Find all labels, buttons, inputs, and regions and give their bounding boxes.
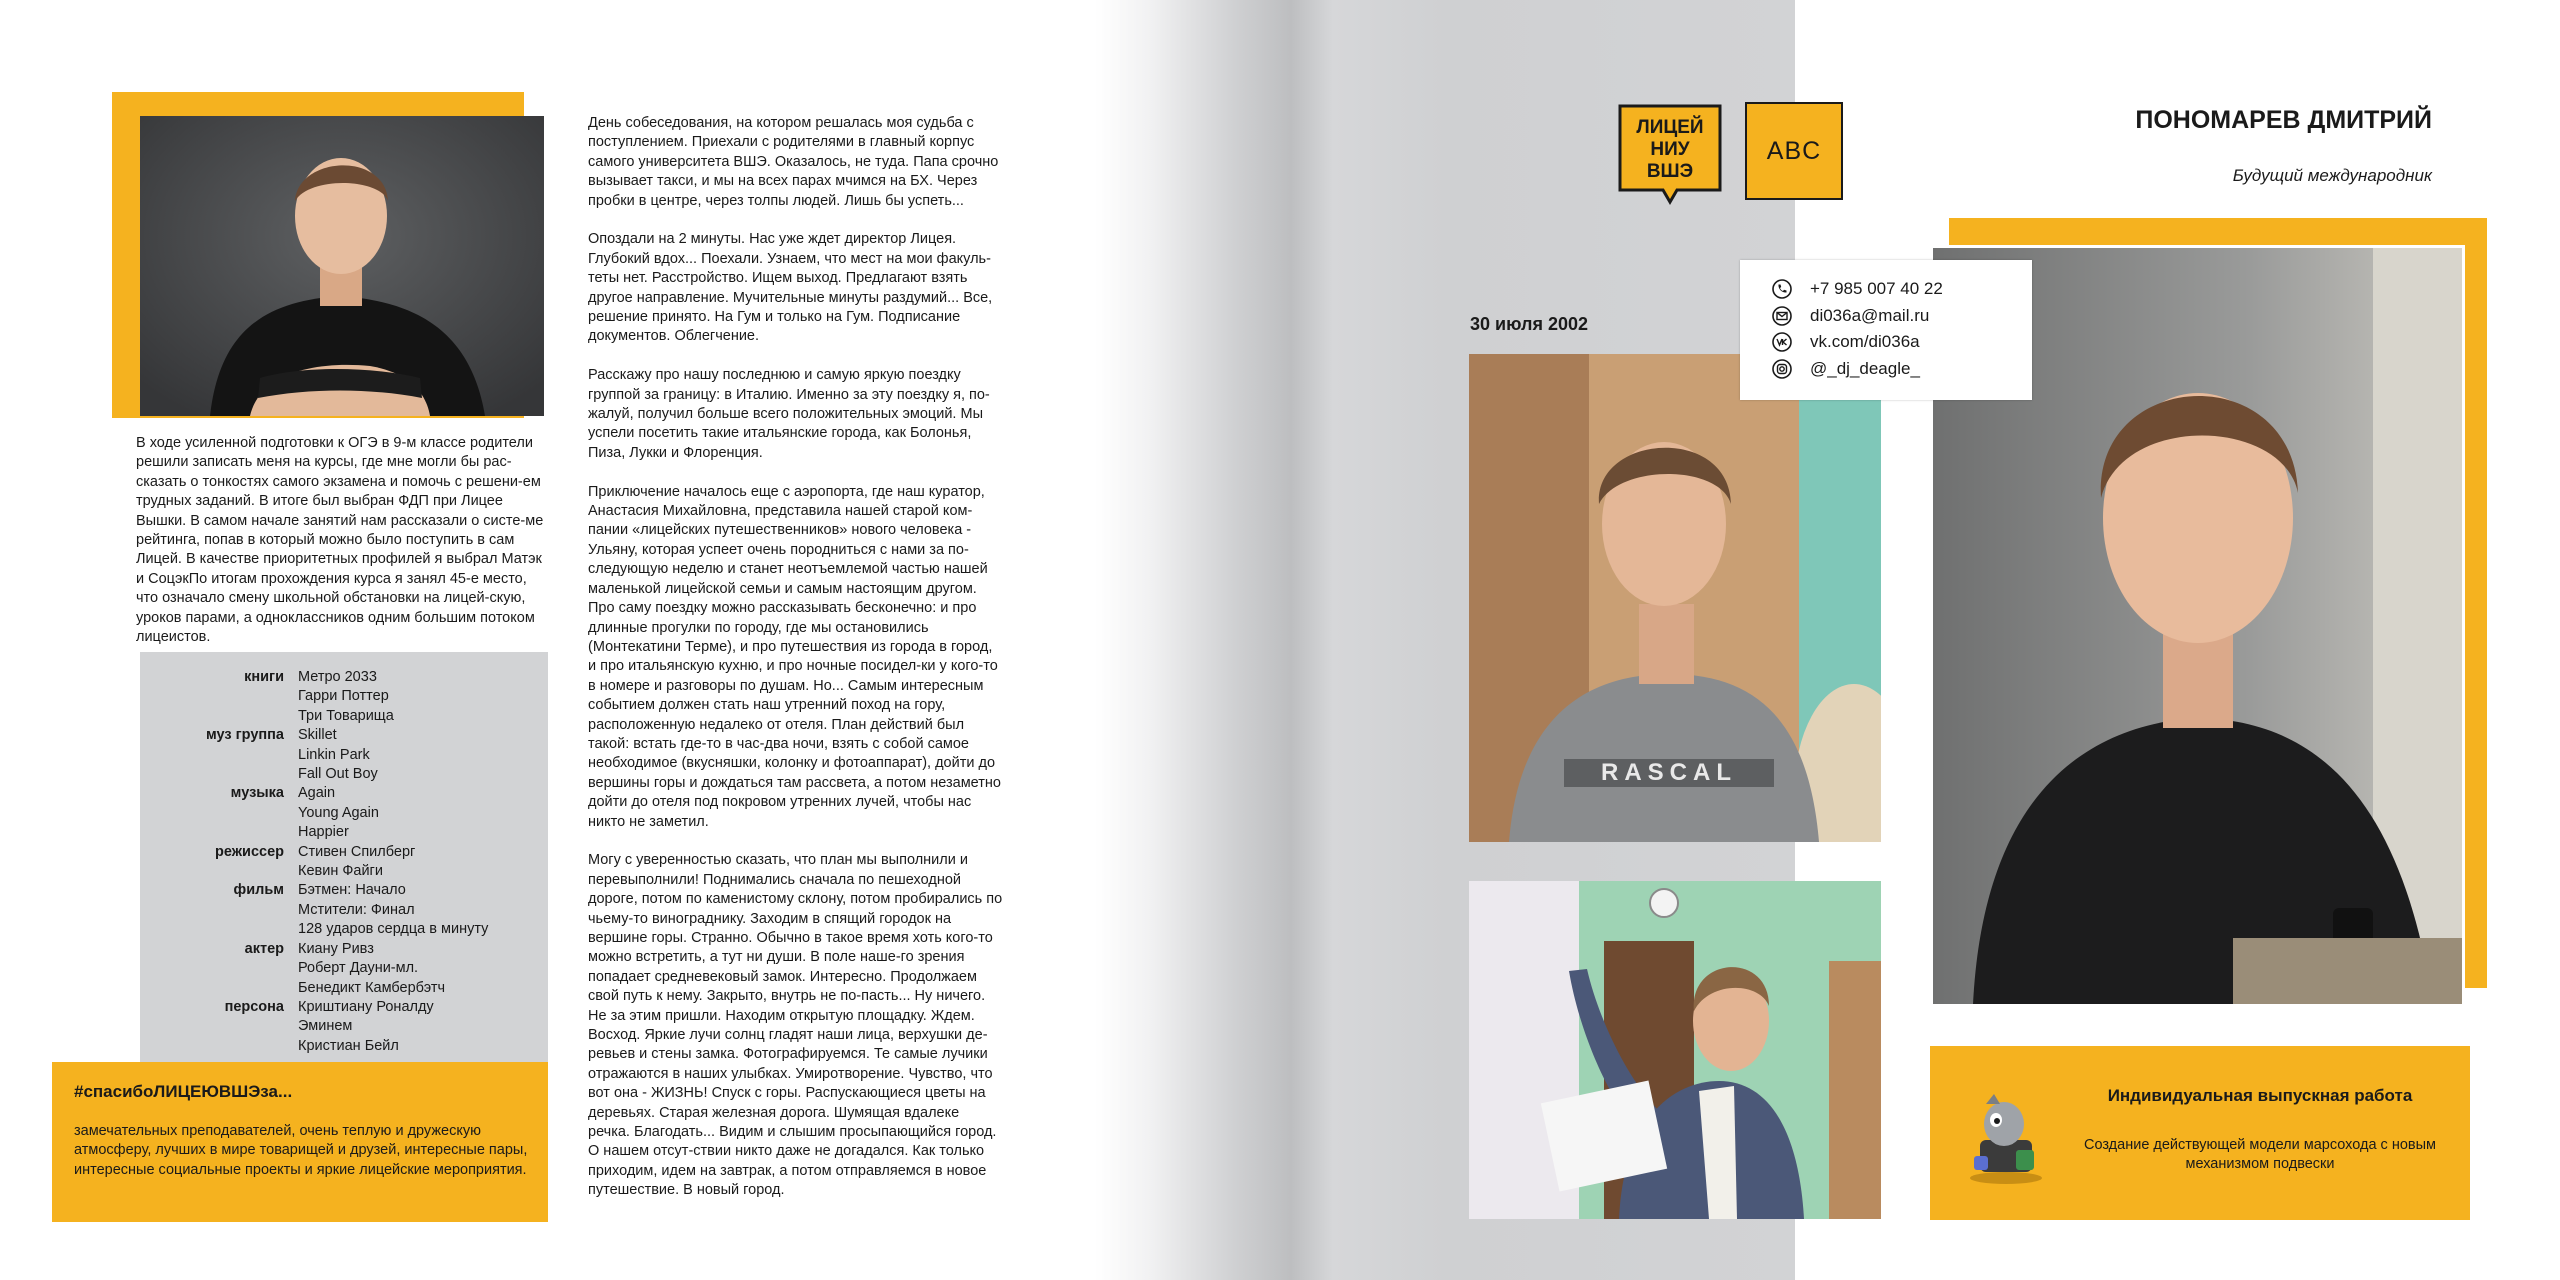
preference-category	[140, 765, 298, 784]
story-paragraph: Расскажу про нашу последнюю и самую яркую поездку группой за границу: в Италию. Именно за эту поездку я, по-жалуй, получил больше всего положительных эмоций. Мы успели посетить такие итальянские города, как Болонья, Пиза, Лукки и Флоренция.	[588, 367, 990, 461]
preference-item: Криштиану Роналду	[298, 998, 434, 1015]
story-column	[588, 114, 1004, 1220]
preference-row	[140, 707, 548, 726]
preference-row	[140, 920, 548, 939]
classroom-portrait-illustration	[1469, 354, 1881, 842]
preference-row	[140, 998, 548, 1017]
preference-item: Стивен Спилберг	[298, 843, 416, 860]
preference-item: Метро 2033	[298, 669, 377, 685]
preference-item: Happier	[298, 824, 349, 841]
contact-value: di036a@mail.ru	[1810, 305, 1930, 325]
shirt-print-text: RASCAL	[1601, 759, 1737, 786]
preference-item: Кристиан Бейл	[298, 1037, 399, 1054]
preference-category	[140, 920, 298, 939]
preference-category	[140, 1037, 298, 1056]
preference-row	[140, 843, 548, 862]
preference-category	[140, 746, 298, 765]
preference-row	[140, 1017, 548, 1036]
preference-row	[140, 823, 548, 842]
preference-item: Young Again	[298, 804, 379, 821]
preference-item: Эминем	[298, 1018, 353, 1035]
phone-icon	[1772, 279, 1792, 299]
preference-item: Skillet	[298, 727, 337, 744]
preference-item: Киану Ривз	[298, 940, 374, 957]
contact-instagram[interactable]	[1740, 356, 2032, 383]
preference-row	[140, 687, 548, 706]
contact-phone[interactable]	[1740, 276, 2032, 303]
logo-line: ВШЭ	[1646, 161, 1694, 182]
preferences-list	[140, 652, 548, 1056]
preference-item: Роберт Дауни-мл.	[298, 960, 419, 977]
preference-category	[140, 707, 298, 726]
preference-row	[140, 1037, 548, 1056]
preference-row	[140, 765, 548, 784]
vk-icon	[1772, 332, 1792, 352]
contact-vk[interactable]	[1740, 329, 2032, 356]
preference-category	[140, 901, 298, 920]
story-paragraph: Приключение началось еще с аэропорта, где наш куратор, Анастасия Михайловна, представила нашей старой ком-пании «лицейских путешественников» нового человека - Ульяну, которая успеет очень породниться с нами за по-следующую неделю и станет неотъемлемой частью нашей маленькой лицейской семьи и самым настоящим другом. Про саму поездку можно рассказывать бесконечно: и про длинные прогулки по городу, где мы остановились (Монтекатини Терме), и про путешествия из города в город, и про итальянскую кухню, и про ночные посидел-ки у кого-то в номере и разговоры по душам. Но... Самым интересным событием должен стать наш утренний поход на гору, расположенную недалеко от отеля. План действий был такой: встать где-то в час-два ночи, взять с собой самое необходимое (вкусняшки, колонку и фотоаппарат), дойти до вершины горы и дождаться там рассвета, а потом незаметно дойти до отеля под покровом утренних лучей, чтобы нас никто не заметил.	[588, 483, 1001, 830]
preference-category	[140, 687, 298, 706]
preference-item: Мстители: Финал	[298, 901, 415, 918]
portrait-photo-left	[140, 116, 544, 416]
preference-category: муз группа	[206, 727, 284, 744]
whiteboard-illustration	[1469, 881, 1881, 1219]
preferences-panel	[140, 652, 548, 1068]
preference-category: книги	[244, 669, 284, 685]
birth-date: 30 июля 2002	[1470, 314, 1588, 334]
contact-value: @_dj_deagle_	[1810, 358, 1920, 378]
preference-category: актер	[244, 940, 284, 957]
preference-category: режиссер	[215, 843, 284, 860]
thanks-title: #спасибоЛИЦЕЮВШЭза...	[74, 1082, 293, 1101]
instagram-icon	[1772, 359, 1792, 379]
preference-category: персона	[224, 998, 284, 1015]
preference-row	[140, 901, 548, 920]
preference-row	[140, 804, 548, 823]
thanks-text: замечательных преподавателей, очень теплую и дружескую атмосферу, лучших в мире товарищей и друзей, интересные пары, интересные социальные проекты и яркие лицейские мероприятия.	[74, 1123, 528, 1178]
preference-item: 128 ударов сердца в минуту	[298, 921, 489, 938]
preference-row	[140, 979, 548, 998]
preference-item: Linkin Park	[298, 746, 370, 763]
abc-logo: ABC	[1745, 102, 1843, 200]
preference-category: фильм	[233, 882, 284, 899]
preference-row	[140, 959, 548, 978]
preference-row	[140, 726, 548, 745]
mascot-icon	[1966, 1090, 2048, 1186]
preference-category	[140, 959, 298, 978]
logo-line: ЛИЦЕЙ	[1636, 117, 1704, 138]
contact-value: +7 985 007 40 22	[1810, 279, 1943, 299]
preference-row	[140, 784, 548, 803]
portrait-illustration	[140, 116, 544, 416]
intro-paragraph: В ходе усиленной подготовки к ОГЭ в 9-м классе родители решили записать меня на курсы, где мне могли бы рас-сказать о тонкостях самого экзамена и помочь с решени-ем трудных заданий. В итоге был выбран ФДП при Лицее Вышки. В самом начале занятий нам рассказали о систе-ме рейтинга, попав в который можно было поступить в сам Лицей. В качестве приоритетных профилей я выбрал Матэк и СоцэкПо итогам прохождения курса я занял 45-е место, что означало смену школьной обстановки на лицей-скую, уроков парами, а одноклассников одним большим потоком лицеистов.	[136, 435, 544, 646]
photo-whiteboard	[1469, 881, 1881, 1219]
preference-item: Fall Out Boy	[298, 766, 378, 783]
preference-row	[140, 668, 548, 687]
student-tagline: Будущий международник	[2232, 166, 2432, 185]
preference-item: Бенедикт Камбербэтч	[298, 979, 446, 996]
project-title: Индивидуальная выпускная работа	[2107, 1086, 2413, 1105]
project-description: Создание действующей модели марсохода с новым механизмом подвески	[2083, 1137, 2436, 1172]
preference-item: Кевин Файги	[298, 863, 383, 880]
preference-item: Гарри Поттер	[298, 688, 389, 705]
lyceum-logo-icon	[1617, 102, 1723, 208]
preference-item: Бэтмен: Начало	[298, 882, 406, 899]
preference-category	[140, 823, 298, 842]
preference-category	[140, 862, 298, 881]
preference-row	[140, 940, 548, 959]
preference-category	[140, 979, 298, 998]
preference-item: Again	[298, 785, 336, 802]
story-paragraph: Могу с уверенностью сказать, что план мы выполнили и перевыполнили! Поднимались сначала по пешеходной дороге, потом по каменистому склону, потом пробирались по чьему-то винограднику. Заходим в спящий городок на вершине горы. Странно. Обычно в такое время хоть кого-то можно встретить, а тут ни души. В поле наше-го зрения попадает средневековый замок. Интересно. Продолжаем свой путь к нему. Закрыто, внутрь не по-пасть... Ну ничего. Не за этим пришли. Находим открытую площадку. Ждем. Восход. Яркие лучи солнц гладят наши лица, верхушки де-ревьев и стены замка. Фотографируемся. Те самые лучики отражаются в наших улыбках. Умиротворение. Чувство, что вот она - ЖИЗНЬ! Спуск с горы. Распускающиеся цветы на деревьях. Старая железная дорога. Шумящая вдалеке речка. Благодать... Видим и слышим просыпающийся город. О нашем отсут-ствии никто даже не догадался. Как только приходим, идем на завтрак, а потом отправляемся в новое путешествие. В новый город.	[588, 852, 1003, 1199]
story-paragraph: Опоздали на 2 минуты. Нас уже ждет директор Лицея. Глубокий вдох... Поехали. Узнаем, что мест на мои факуль-теты нет. Расстройство. Ищем выход. Предлагают взять другое направление. Мучительные минуты раздумий... Все, решение принято. На Гум и только на Гум. Подписание документов. Облегчение.	[588, 231, 993, 345]
preference-row	[140, 881, 548, 900]
contacts-card	[1740, 260, 2032, 400]
preference-row	[140, 862, 548, 881]
logo-line: НИУ	[1650, 139, 1690, 160]
preference-item: Три Товарища	[298, 707, 394, 724]
preference-category: музыка	[230, 785, 284, 802]
preference-category	[140, 1017, 298, 1036]
contact-value: vk.com/di036a	[1810, 332, 1920, 352]
photo-classroom-portrait	[1469, 354, 1881, 842]
contact-email[interactable]	[1740, 303, 2032, 330]
preference-category	[140, 804, 298, 823]
story-paragraph: День собеседования, на котором решалась моя судьба с поступлением. Приехали с родителями в главный корпус самого университета ВШЭ. Оказалось, не туда. Папа срочно вызывает такси, и мы на всех парах мчимся на БХ. Через пробки в центре, через толпы людей. Лишь бы успеть...	[588, 115, 999, 209]
preference-row	[140, 746, 548, 765]
mail-icon	[1772, 306, 1792, 326]
student-name: ПОНОМАРЕВ ДМИТРИЙ	[2135, 106, 2432, 134]
